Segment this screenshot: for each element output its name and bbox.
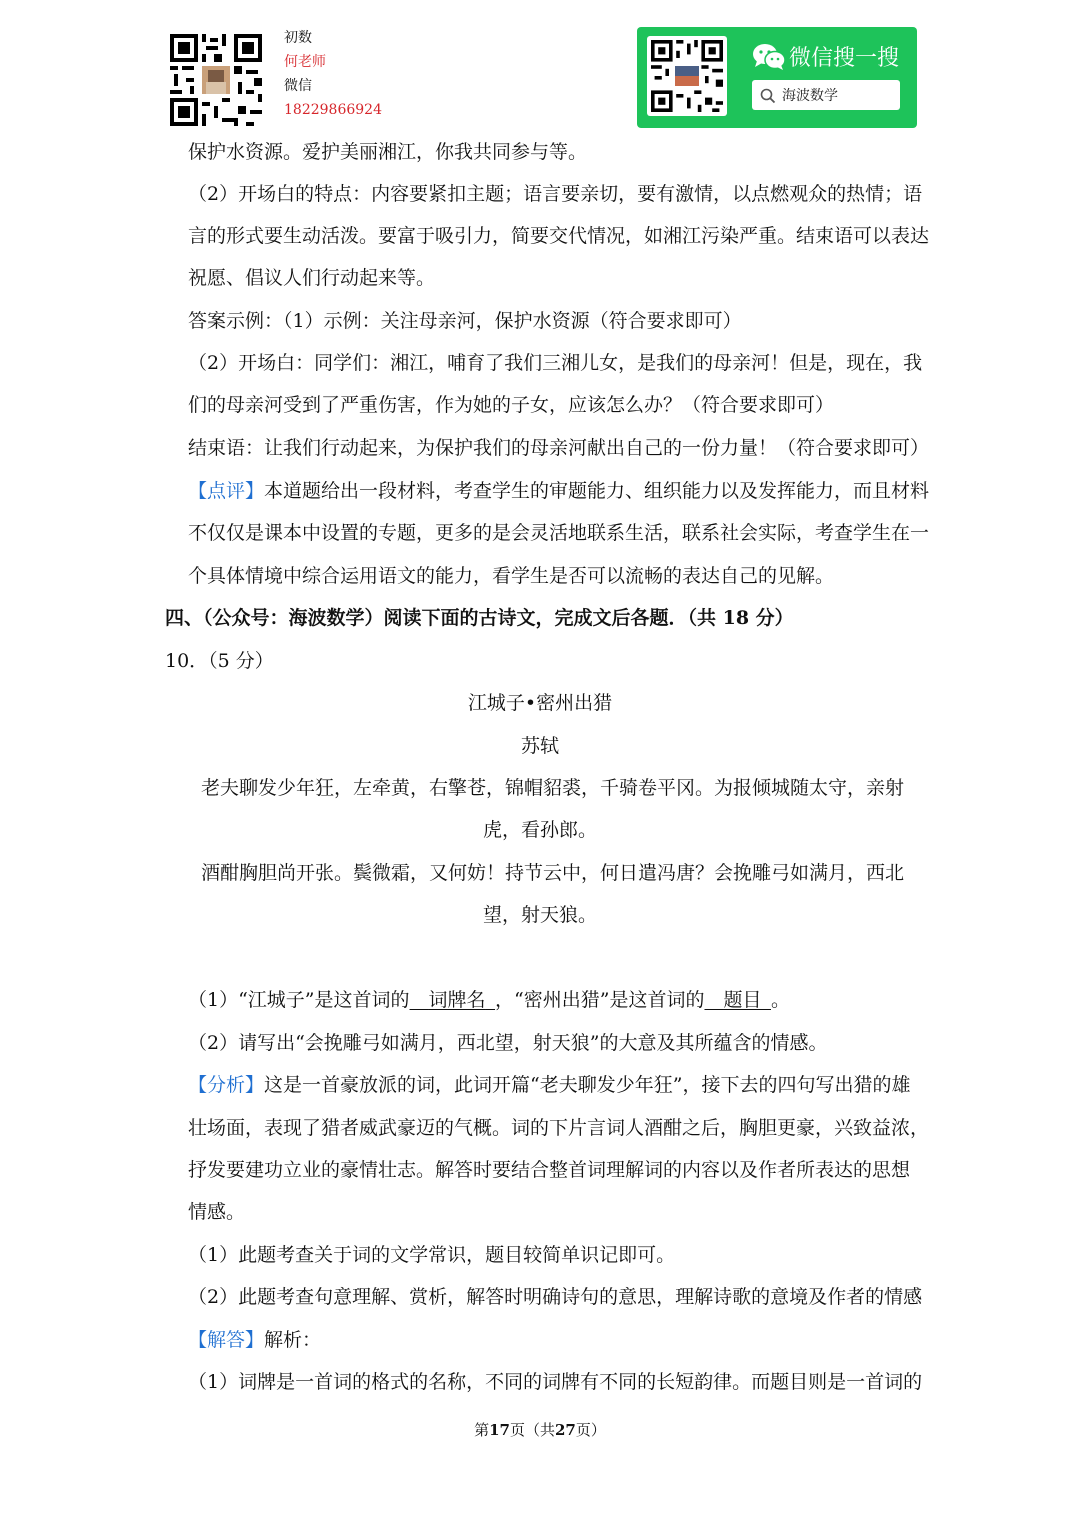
answer-blank-1 xyxy=(410,989,496,1011)
text-line: 保护水资源。爱护美丽湘江，你我共同参与等。 xyxy=(188,141,588,163)
text-line: （1）此题考查关于词的文学常识，题目较简单识记即可。 xyxy=(188,1244,676,1266)
footer-text: 页（共 xyxy=(509,1421,555,1439)
qr-code-left xyxy=(170,34,262,126)
analysis-tag: 【分析】 xyxy=(188,1074,265,1096)
question-1-text: ，“密州出猎”是这首词的 xyxy=(495,989,705,1011)
solution-text: 解析： xyxy=(264,1329,322,1351)
poem-line: 老夫聊发少年狂，左牵黄，右擎苍，锦帽貂裘，千骑卷平冈。为报倾城随太守，亲射 xyxy=(201,777,905,799)
poem-title: 江城子•密州出猎 xyxy=(467,692,613,714)
analysis-text: 这是一首豪放派的词，此词开篇“老夫聊发少年狂”，接下去的四句写出猎的雄 xyxy=(264,1074,911,1096)
text-line: （2）开场白：同学们：湘江，哺育了我们三湘儿女，是我们的母亲河！但是，现在，我 xyxy=(188,352,923,374)
answer-blank-2 xyxy=(704,989,771,1011)
text-line: 个具体情境中综合运用语文的能力，看学生是否可以流畅的表达自己的见解。 xyxy=(188,565,835,587)
search-icon xyxy=(760,87,776,109)
page-number: 17 xyxy=(489,1421,510,1439)
answer-blank-2-text: 题目 xyxy=(723,989,762,1011)
question-1-text: （1）“江城子”是这首词的 xyxy=(188,989,410,1011)
poem-line: 虎，看孙郎。 xyxy=(482,819,597,841)
poem-author: 苏轼 xyxy=(520,735,559,757)
text-line: 们的母亲河受到了严重伤害，作为她的子女，应该怎么办？（符合要求即可） xyxy=(188,394,835,416)
footer-text: 第 xyxy=(474,1421,490,1439)
question-2: （2）请写出“会挽雕弓如满月，西北望，射天狼”的大意及其所蕴含的情感。 xyxy=(188,1032,828,1054)
wechat-icon xyxy=(752,43,786,76)
footer-text: 页） xyxy=(575,1421,606,1439)
question-1-text: 。 xyxy=(771,989,791,1011)
text-line: 壮场面，表现了猎者威武豪迈的气概。词的下片言词人酒酣之后，胸胆更豪，兴致益浓， xyxy=(188,1117,930,1139)
poem-line: 望，射天狼。 xyxy=(482,904,597,926)
wechat-search-query: 海波数学 xyxy=(782,88,838,104)
text-line: 结束语：让我们行动起来，为保护我们的母亲河献出自己的一份力量！（符合要求即可） xyxy=(188,437,930,459)
wechat-search-title: 微信搜一搜 xyxy=(789,46,900,71)
poem-line: 酒酣胸胆尚开张。鬓微霜，又何妨！持节云中，何日遣冯唐？会挽雕弓如满月，西北 xyxy=(201,862,905,884)
contact-phone: 18229866924 xyxy=(284,102,382,118)
contact-line-1: 初数 xyxy=(284,30,312,46)
page-total: 27 xyxy=(555,1421,576,1439)
page-footer xyxy=(0,1419,1080,1440)
comment-text: 本道题给出一段材料，考查学生的审题能力、组织能力以及发挥能力，而且材料 xyxy=(264,480,930,502)
text-line: 答案示例：（1）示例：关注母亲河，保护水资源（符合要求即可） xyxy=(188,310,742,332)
contact-info xyxy=(284,26,382,122)
question-number: 10．（5 分） xyxy=(165,650,274,672)
text-line: 不仅仅是课本中设置的专题，更多的是会灵活地联系生活，联系社会实际，考查学生在一 xyxy=(188,522,930,544)
answer-blank-1-text: 词牌名 xyxy=(428,989,486,1011)
analysis-paragraph xyxy=(188,1076,910,1095)
solution-paragraph xyxy=(188,1331,321,1350)
text-line: （2）开场白的特点：内容要紧扣主题；语言要亲切，要有激情，以点燃观众的热情；语 xyxy=(188,183,923,205)
text-line: （1）词牌是一首词的格式的名称，不同的词牌有不同的长短韵律。而题目则是一首词的 xyxy=(188,1371,923,1393)
comment-paragraph xyxy=(188,482,929,501)
text-line: 言的形式要生动活泼。要富于吸引力，简要交代情况，如湘江污染严重。结束语可以表达 xyxy=(188,225,930,247)
section-heading: 四、（公众号：海波数学）阅读下面的古诗文，完成文后各题．（共 18 分） xyxy=(165,607,794,629)
wechat-search-box[interactable] xyxy=(752,80,900,110)
question-1 xyxy=(188,991,790,1010)
text-line: 情感。 xyxy=(188,1201,246,1223)
contact-teacher-name: 何老师 xyxy=(284,54,326,70)
text-line: 抒发要建功立业的豪情壮志。解答时要结合整首词理解词的内容以及作者所表达的思想 xyxy=(188,1159,911,1181)
comment-tag: 【点评】 xyxy=(188,480,265,502)
text-line: （2）此题考查句意理解、赏析，解答时明确诗句的意思，理解诗歌的意境及作者的情感 xyxy=(188,1286,923,1308)
qr-code-right xyxy=(647,36,727,116)
wechat-search-card[interactable] xyxy=(637,27,917,128)
text-line: 祝愿、倡议人们行动起来等。 xyxy=(188,267,436,289)
solution-tag: 【解答】 xyxy=(188,1329,265,1351)
contact-line-3: 微信 xyxy=(284,78,312,94)
